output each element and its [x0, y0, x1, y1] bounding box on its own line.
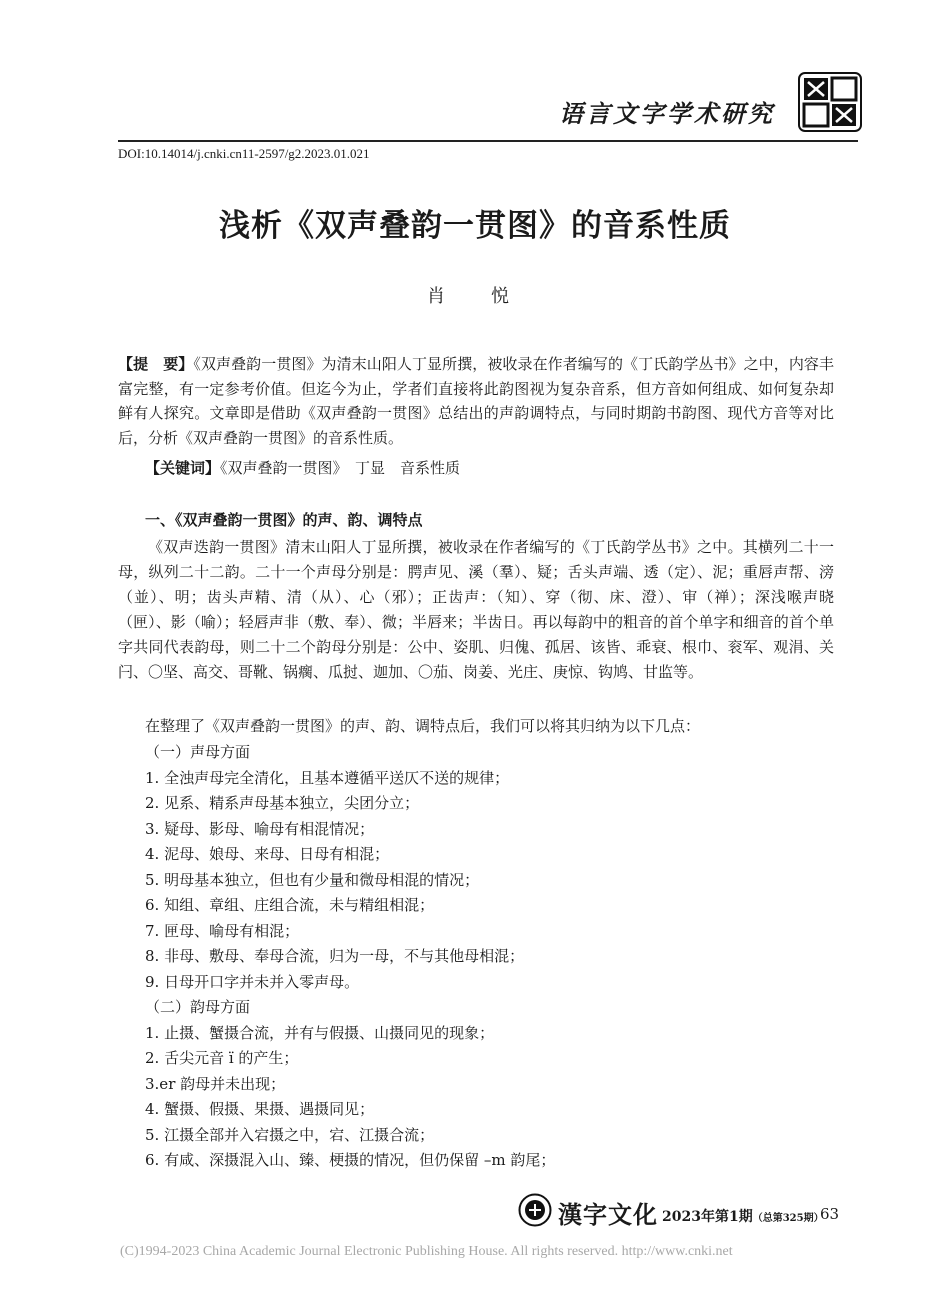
footer-journal-name: 漢字文化 — [558, 1200, 658, 1229]
subsection-title-finals: （二）韵母方面 — [145, 998, 251, 1016]
keywords-label: 【关键词】 — [145, 459, 221, 477]
page-number: 63 — [820, 1205, 840, 1223]
list-item: 2. 舌尖元音 ï 的产生； — [145, 1049, 299, 1067]
list-item: 5. 江摄全部并入宕摄之中，宕、江摄合流； — [145, 1125, 435, 1144]
journal-section-title: 语言文字学术研究 — [559, 99, 775, 128]
issue-number: 2023年第1期 — [662, 1209, 753, 1225]
list-item: 4. 泥母、娘母、来母、日母有相混； — [145, 845, 390, 863]
issue-total: （总第325期） — [752, 1213, 824, 1224]
header-divider — [118, 140, 858, 142]
list-item: 1. 全浊声母完全清化，且基本遵循平送仄不送的规律； — [145, 768, 510, 787]
copyright-notice: (C)1994-2023 China Academic Journal Electronic Publishing House. All rights reserved. http://www.cnki.net — [120, 1244, 733, 1259]
summary-intro: 在整理了《双声叠韵一贯图》的声、韵、调特点后，我们可以将其归纳为以下几点： — [145, 717, 701, 735]
list-item: 3. 疑母、影母、喻母有相混情况； — [145, 819, 375, 838]
journal-logo-icon — [798, 72, 862, 132]
abstract-text: 《双声叠韵一贯图》为清末山阳人丁显所撰，被收录在作者编写的《丁氏韵学丛书》之中，内容丰富完整，有一定参考价值。但迄今为止，学者们直接将此韵图视为复杂音系，但方音如何组成、如何复杂却鲜有人探究。文章即是借助《双声叠韵一贯图》总结出的声韵调特点，与同时期韵书韵图、现代方音等对比后，分析《双声叠韵一贯图》的音系性质。 — [118, 355, 834, 447]
footer-issue — [662, 1206, 824, 1226]
abstract — [118, 352, 834, 450]
section-body-paragraph: 《双声迭韵一贯图》清末山阳人丁显所撰，被收录在作者编写的《丁氏韵学丛书》之中。其横列二十一母，纵列二十二韵。二十一个声母分别是：腭声见、溪（羣）、疑；舌头声端、透（定）、泥；重唇声帮、滂（並）、明；齿头声精、清（从）、心（邪）；正齿声：（知）、穿（彻、床、澄）、审（禅）；深浅喉声晓（匣）、影（喻）；轻唇声非（敷、奉）、微；半唇来；半齿日。再以每韵中的粗音的首个单字和细音的首个单字共同代表韵母，则二十二个韵母分别是：公中、姿肌、归傀、孤居、该皆、乖衰、根巾、衮军、观涓、关闩、〇坚、高交、哥靴、锅瘸、瓜挝、迦加、〇茄、岗姜、光庄、庚惊、钩鸠、甘监等。 — [118, 538, 834, 681]
list-item: 6. 知组、章组、庄组合流，未与精组相混； — [145, 896, 435, 914]
article-title: 浅析《双声叠韵一贯图》的音系性质 — [219, 208, 731, 244]
list-item: 5. 明母基本独立，但也有少量和微母相混的情况； — [145, 870, 480, 889]
keywords — [145, 456, 834, 481]
section-heading: 一、《双声叠韵一贯图》的声、韵、调特点 — [145, 511, 423, 529]
abstract-label: 【提 要】 — [118, 355, 194, 373]
keywords-text: 《双声叠韵一贯图》 丁显 音系性质 — [220, 459, 461, 477]
list-item: 7. 匣母、喻母有相混； — [145, 921, 300, 940]
doi-line: DOI:10.14014/j.cnki.cn11-2597/g2.2023.01.021 — [118, 146, 370, 161]
list-item: 2. 见系、精系声母基本独立，尖团分立； — [145, 794, 420, 812]
article-author: 肖 悦 — [427, 286, 523, 307]
list-item: 8. 非母、敷母、奉母合流，归为一母，不与其他母相混； — [145, 947, 525, 965]
journal-seal-icon — [518, 1193, 552, 1227]
list-item: 9. 日母开口字并未并入零声母。 — [145, 972, 360, 991]
list-item: 3.er 韵母并未出现； — [145, 1074, 286, 1093]
list-item: 6. 有咸、深摄混入山、臻、梗摄的情况，但仍保留 –m 韵尾； — [145, 1151, 556, 1169]
feature-list — [145, 740, 555, 1174]
list-item: 4. 蟹摄、假摄、果摄、遇摄同见； — [145, 1100, 375, 1118]
subsection-title-initials: （一）声母方面 — [145, 743, 251, 761]
list-item: 1. 止摄、蟹摄合流，并有与假摄、山摄同见的现象； — [145, 1023, 495, 1042]
